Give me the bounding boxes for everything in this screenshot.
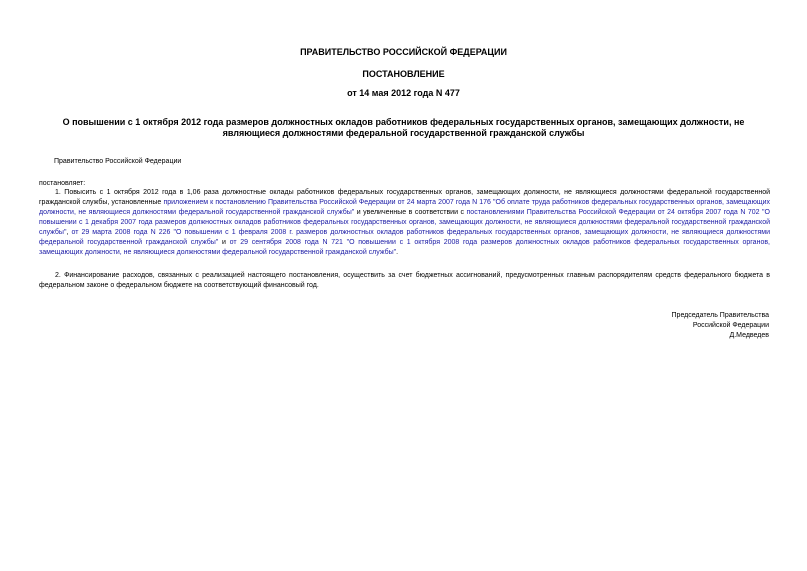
paragraph-1 — [39, 188, 770, 258]
link-decree-702[interactable]: постановлениями Правительства Российской Федерации от 24 октября 2007 года N 702 "О повышении с 1 декабря 2007 года размеров должностных окладов работников федеральных государственных органов, замещающих должности, не являющиеся должностями федеральной государственной гражданской службы" — [39, 209, 770, 236]
resolves-label: постановляет: — [39, 180, 86, 187]
paragraph-1-text-4: и — [218, 239, 230, 246]
link-decree-176[interactable]: приложением к постановлению Правительства Российской Федерации от 24 марта 2007 года N 176 "Об оплате труда работников федеральных государственных органов, замещающих должности, не являющиеся должностями федеральной государственной гражданской службы" — [39, 199, 770, 216]
paragraph-1-text-3: , — [66, 229, 72, 236]
signature-position: Председатель Правительства — [671, 312, 769, 319]
paragraph-1-text-5: . — [396, 249, 399, 256]
government-heading: ПРАВИТЕЛЬСТВО РОССИЙСКОЙ ФЕДЕРАЦИИ — [300, 47, 507, 57]
document-type-heading: ПОСТАНОВЛЕНИЕ — [362, 69, 445, 79]
document-date-number: от 14 мая 2012 года N 477 — [347, 88, 460, 98]
document-title: О повышении с 1 октября 2012 года размеров должностных окладов работников федеральных государственных органов, замещающих должности, не являющиеся должностями федеральной государственной гражданской службы — [62, 117, 745, 138]
link-decree-721[interactable]: от 29 сентября 2008 года N 721 "О повышении с 1 октября 2008 года размеров должностных окладов работников федеральных государственных органов, замещающих должности, не являющиеся должностями федеральной государственной гражданской службы" — [39, 239, 770, 256]
paragraph-1-text-1: 1. Повысить с 1 октября 2012 года в 1,06 раза должностные оклады работников федеральных государственных органов, замещающих должности, не являющиеся должностями федеральной государственной гражданской службы, установленные — [39, 189, 770, 206]
signature-block — [672, 311, 769, 341]
signature-country: Российской Федерации — [692, 322, 769, 329]
link-decree-226[interactable]: от 29 марта 2008 года N 226 "О повышении с 1 февраля 2008 г. размеров должностных окладов работников федеральных государственных органов, замещающих должности, не являющиеся должностями федеральной государственной гражданской службы" — [39, 229, 770, 246]
signature-name: Д.Медведев — [729, 332, 769, 339]
paragraph-1-text-2: и увеличенные в соответствии с — [354, 209, 467, 216]
paragraph-2: 2. Финансирование расходов, связанных с реализацией настоящего постановления, осуществить за счет бюджетных ассигнований, предусмотренных главным распорядителям средств федерального бюджета в федеральном законе о федеральном бюджете на соответствующий финансовый год. — [39, 272, 770, 289]
preamble: Правительство Российской Федерации — [54, 158, 182, 165]
